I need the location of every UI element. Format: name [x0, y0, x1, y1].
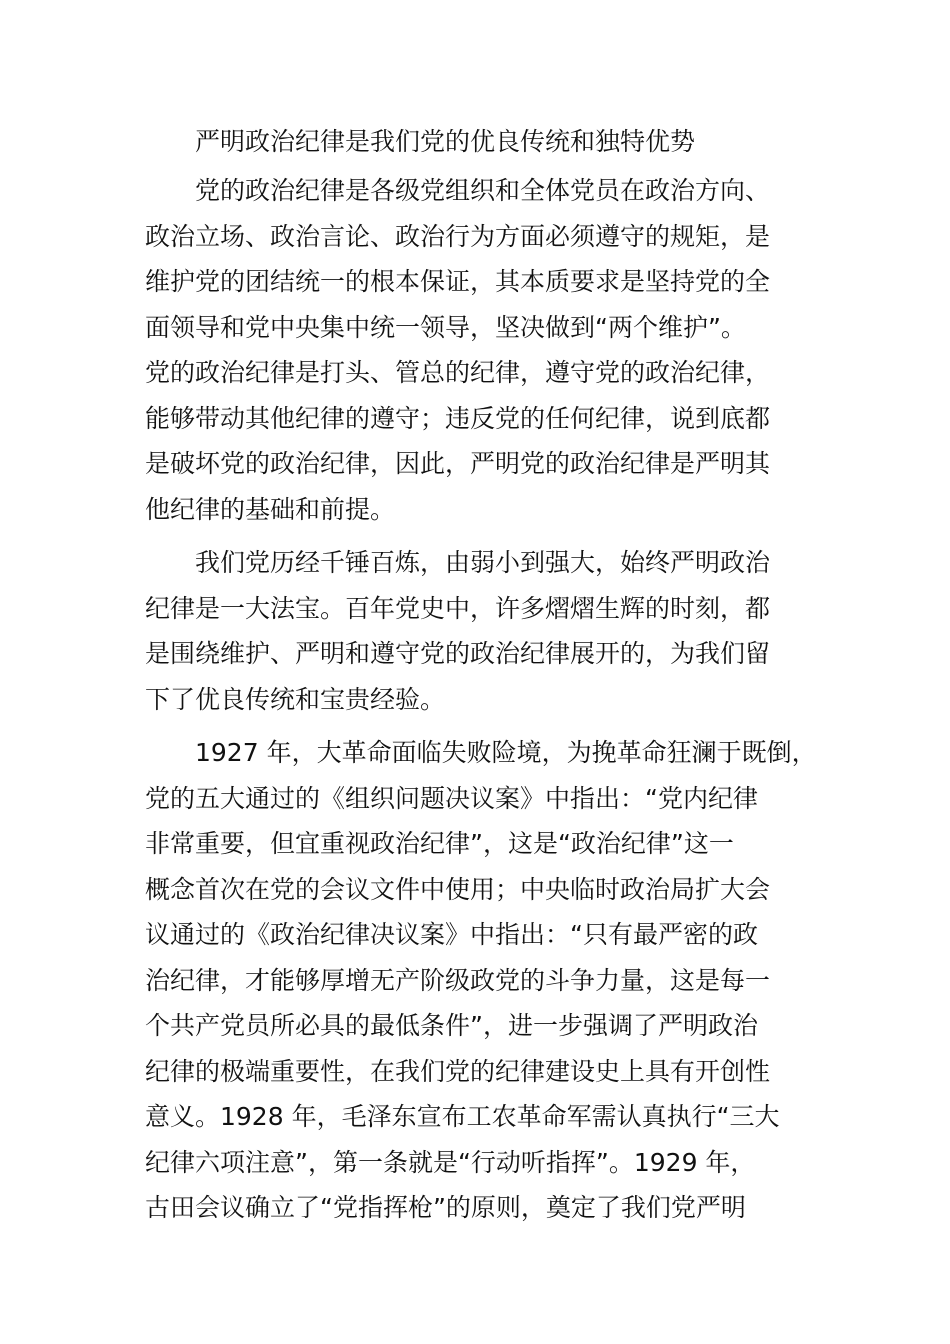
paragraph-2	[145, 540, 815, 722]
text-line: 纪律六项注意”，第一条就是“行动听指挥”。1929 年，	[145, 1147, 756, 1177]
text-line: 概念首次在党的会议文件中使用；中央临时政治局扩大会	[145, 874, 771, 904]
text-line: 面领导和党中央集中统一领导，坚决做到“两个维护”。	[145, 312, 746, 342]
text-line: 纪律是一大法宝。百年党史中，许多熠熠生辉的时刻，都	[145, 593, 771, 623]
text-line: 治纪律，才能够厚增无产阶级政党的斗争力量，这是每一	[145, 965, 771, 995]
paragraph-1	[145, 168, 815, 532]
text-line: 是围绕维护、严明和遵守党的政治纪律展开的，为我们留	[145, 639, 771, 668]
text-line: 他纪律的基础和前提。	[145, 494, 396, 524]
text-line: 个共产党员所必具的最低条件”，进一步强调了严明政治	[145, 1011, 758, 1040]
text-line: 意义。1928 年，毛泽东宣布工农革命军需认真执行“三大	[145, 1102, 780, 1131]
document-body	[145, 124, 815, 1239]
text-line: 1927 年，大革命面临失败险境，为挽革命狂澜于既倒，	[195, 738, 817, 767]
text-line: 下了优良传统和宝贵经验。	[145, 684, 446, 714]
text-line: 我们党历经千锤百炼，由弱小到强大，始终严明政治	[195, 548, 771, 577]
text-line: 党的政治纪律是各级党组织和全体党员在政治方向、	[195, 176, 771, 205]
text-line: 维护党的团结统一的根本保证，其本质要求是坚持党的全	[145, 267, 771, 296]
text-line: 非常重要，但宜重视政治纪律”，这是“政治纪律”这一	[145, 829, 734, 858]
document-title: 严明政治纪律是我们党的优良传统和独特优势	[195, 127, 696, 156]
text-line: 纪律的极端重要性，在我们党的纪律建设史上具有开创性	[145, 1056, 771, 1086]
text-line: 党的五大通过的《组织问题决议案》中指出：“党内纪律	[145, 783, 758, 813]
text-line: 议通过的《政治纪律决议案》中指出：“只有最严密的政	[145, 920, 758, 949]
text-line: 古田会议确立了“党指挥枪”的原则，奠定了我们党严明	[145, 1193, 746, 1222]
paragraph-3	[145, 730, 815, 1231]
text-line: 是破坏党的政治纪律，因此，严明党的政治纪律是严明其	[145, 449, 771, 478]
text-line: 能够带动其他纪律的遵守；违反党的任何纪律，说到底都	[145, 403, 771, 433]
text-line: 党的政治纪律是打头、管总的纪律，遵守党的政治纪律，	[145, 358, 771, 387]
text-line: 政治立场、政治言论、政治行为方面必须遵守的规矩，是	[145, 221, 771, 251]
